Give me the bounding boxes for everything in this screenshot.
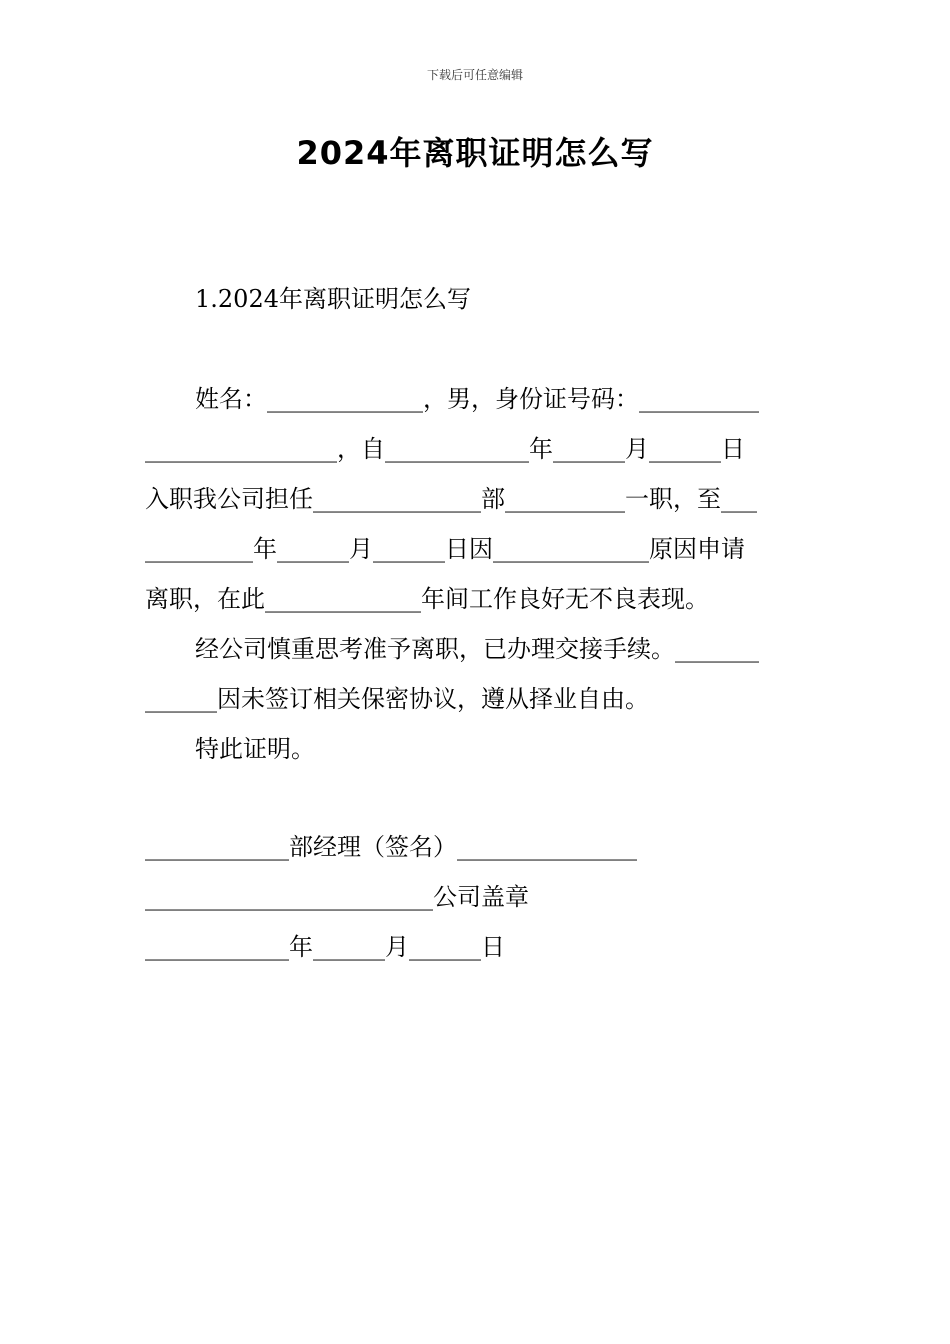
paragraph1-line5: 离职，在此_____________年间工作良好无不良表现。 bbox=[145, 585, 709, 613]
paragraph1-line1: 姓名：_____________，男，身份证号码：__________ bbox=[195, 385, 759, 413]
company-seal-line: ________________________公司盖章 bbox=[145, 883, 529, 911]
section-heading: 1.2024年离职证明怎么写 bbox=[195, 285, 471, 313]
paragraph1-line2: ________________，自____________年______月______日 bbox=[145, 435, 745, 463]
paragraph2-line1: 经公司慎重思考准予离职，已办理交接手续。_______ bbox=[195, 635, 759, 663]
manager-signature-line: ____________部经理（签名）_______________ bbox=[145, 833, 637, 861]
header-note: 下载后可任意编辑 bbox=[426, 68, 523, 82]
document-title: 2024年离职证明怎么写 bbox=[296, 134, 654, 172]
date-line: ____________年______月______日 bbox=[145, 933, 505, 961]
closing-text: 特此证明。 bbox=[195, 735, 315, 763]
paragraph1-line4: _________年______月______日因_____________原因申请 bbox=[145, 535, 745, 563]
paragraph2-line2: ______因未签订相关保密协议，遵从择业自由。 bbox=[145, 685, 649, 713]
paragraph1-line3: 入职我公司担任______________部__________一职，至___ bbox=[145, 485, 757, 513]
